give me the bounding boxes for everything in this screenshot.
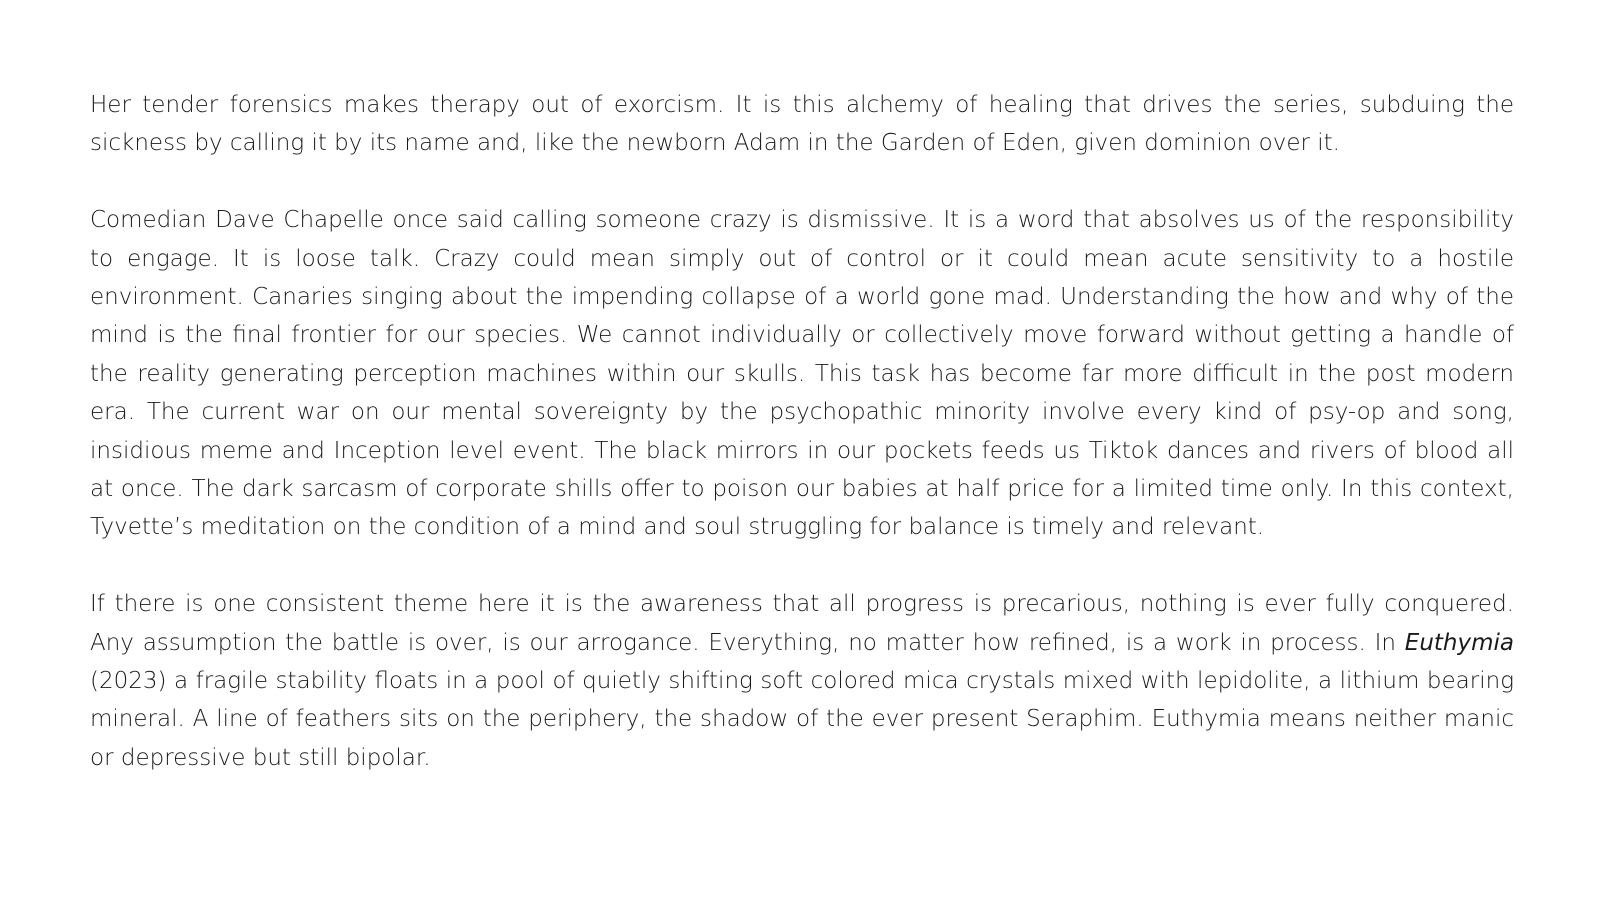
document-body (90, 86, 1514, 777)
paragraph-1: Her tender forensics makes therapy out of exorcism. It is this alchemy of healing that drives the series, subduing the sickness by calling it by its name and, like the newborn Adam in the Garden of Eden, given dominion over it. (90, 92, 1514, 157)
paragraph-3 (90, 585, 1514, 777)
paragraph-3-text-before: If there is one consistent theme here it is the awareness that all progress is precarious, nothing is ever fully conquered. Any assumption the battle is over, is our arrogance. Everything, no matter how refined, is a work in process. In (90, 591, 1514, 656)
paragraph-3-text-after: (2023) a fragile stability floats in a pool of quietly shifting soft colored mica crystals mixed with lepidolite, a lithium bearing mineral. A line of feathers sits on the periphery, the shadow of the ever present Seraphim. Euthymia means neither manic or depressive but still bipolar. (90, 668, 1514, 771)
paragraph-2: Comedian Dave Chapelle once said calling someone crazy is dismissive. It is a word that absolves us of the responsibility to engage. It is loose talk. Crazy could mean simply out of control or it could mean acute sensitivity to a hostile environment. Canaries singing about the impending collapse of a world gone mad. Understanding the how and why of the mind is the final frontier for our species. We cannot individually or collectively move forward without getting a handle of the reality generating perception machines within our skulls. This task has become far more difficult in the post modern era. The current war on our mental sovereignty by the psychopathic minority involve every kind of psy-op and song, insidious meme and Inception level event. The black mirrors in our pockets feeds us Tiktok dances and rivers of blood all at once. The dark sarcasm of corporate shills offer to poison our babies at half price for a limited time only. In this context, Tyvette’s meditation on the condition of a mind and soul struggling for balance is timely and relevant. (90, 207, 1514, 541)
artwork-title-italic: Euthymia (1404, 629, 1514, 656)
